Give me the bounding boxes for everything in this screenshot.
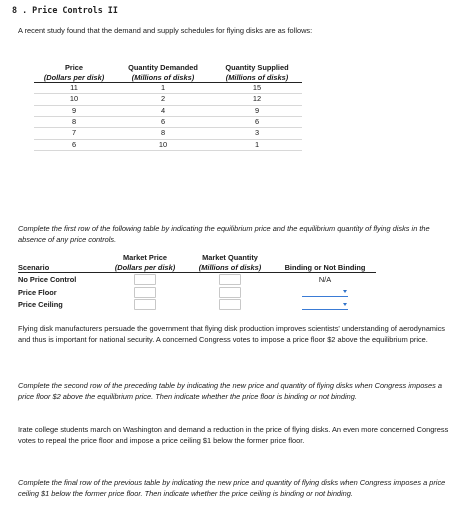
table-row-no-price-control	[18, 273, 376, 286]
header-market-price	[104, 253, 186, 273]
table-row	[34, 83, 302, 94]
market-quantity-cell	[186, 286, 274, 299]
market-quantity-cell	[186, 299, 274, 312]
cell-quantity-supplied: 9	[212, 105, 302, 116]
table-row-price-ceiling	[18, 299, 376, 312]
header-market-quantity	[186, 253, 274, 273]
header-scenario: Scenario	[18, 262, 50, 272]
header-quantity-demanded	[114, 63, 212, 83]
header-qs-sub: (Millions of disks)	[225, 72, 289, 82]
cell-quantity-demanded: 8	[114, 128, 212, 139]
header-qd-sub: (Millions of disks)	[131, 72, 195, 82]
header-market-quantity-sub: (Millions of disks)	[198, 262, 262, 272]
table-row	[34, 94, 302, 105]
binding-dropdown[interactable]	[302, 288, 348, 297]
market-quantity-cell	[186, 273, 274, 286]
cell-quantity-supplied: 12	[212, 94, 302, 105]
scenario-label: Price Floor	[18, 287, 57, 297]
market-price-input[interactable]	[134, 287, 156, 298]
scenario-paragraph-ceiling: Irate college students march on Washington and demand a reduction in the price of flying disks. An even more concerned Congress votes to repeal the price floor and impose a price ceiling $1 below the former price floor.	[18, 425, 449, 445]
header-binding: Binding or Not Binding	[284, 262, 366, 272]
instruction-first-row: Complete the first row of the following table by indicating the equilibrium price and the equilibrium quantity of flying disks in the absence of any price controls.	[18, 224, 430, 244]
market-price-input[interactable]	[134, 274, 156, 285]
cell-quantity-supplied: 1	[212, 139, 302, 150]
controls-header-row	[18, 253, 376, 273]
cell-price: 11	[34, 83, 114, 94]
scenario-label: Price Ceiling	[18, 300, 63, 310]
table-row	[34, 139, 302, 150]
cell-price: 10	[34, 94, 114, 105]
header-quantity-supplied	[212, 63, 302, 83]
price-control-table	[18, 253, 376, 311]
cell-price: 7	[34, 128, 114, 139]
cell-quantity-demanded: 2	[114, 94, 212, 105]
instruction-final-row: Complete the final row of the previous table by indicating the new price and quantity of flying disks when Congress imposes a price ceiling $1 below the former price floor. Then indicate whether the price ceiling is binding or not binding.	[18, 478, 446, 498]
table-row	[34, 128, 302, 139]
table-row	[34, 117, 302, 128]
cell-quantity-demanded: 10	[114, 139, 212, 150]
market-quantity-input[interactable]	[219, 299, 241, 310]
cell-quantity-demanded: 6	[114, 117, 212, 128]
market-quantity-input[interactable]	[219, 287, 241, 298]
cell-quantity-supplied: 6	[212, 117, 302, 128]
cell-price: 9	[34, 105, 114, 116]
chevron-down-icon	[343, 290, 347, 293]
header-price	[34, 63, 114, 83]
market-price-cell	[104, 299, 186, 312]
header-market-quantity-main: Market Quantity	[202, 253, 258, 262]
binding-cell	[274, 286, 376, 299]
header-market-price-sub: (Dollars per disk)	[114, 262, 176, 272]
cell-quantity-demanded: 4	[114, 105, 212, 116]
question-title: 8 . Price Controls II	[12, 5, 118, 15]
cell-quantity-supplied: 15	[212, 83, 302, 94]
header-qs-main: Quantity Supplied	[225, 63, 289, 72]
instruction-second-row: Complete the second row of the preceding table by indicating the new price and quantity of flying disks when Congress imposes a price floor $2 above the equilibrium price. Then indicate whether the price floor is binding or not binding.	[18, 381, 442, 401]
chevron-down-icon	[343, 303, 347, 306]
cell-quantity-supplied: 3	[212, 128, 302, 139]
intro-text: A recent study found that the demand and supply schedules for flying disks are as follows:	[18, 26, 313, 35]
cell-quantity-demanded: 1	[114, 83, 212, 94]
schedule-table	[34, 63, 302, 151]
cell-price: 6	[34, 139, 114, 150]
market-price-cell	[104, 286, 186, 299]
header-price-sub: (Dollars per disk)	[43, 72, 105, 82]
table-row	[34, 105, 302, 116]
market-price-input[interactable]	[134, 299, 156, 310]
scenario-label: No Price Control	[18, 275, 77, 285]
market-price-cell	[104, 273, 186, 286]
header-qd-main: Quantity Demanded	[128, 63, 198, 72]
header-market-price-main: Market Price	[123, 253, 167, 262]
schedule-header-row	[34, 63, 302, 83]
header-price-main: Price	[64, 63, 84, 72]
market-quantity-input[interactable]	[219, 274, 241, 285]
cell-price: 8	[34, 117, 114, 128]
scenario-paragraph-floor: Flying disk manufacturers persuade the government that flying disk production improves scientists' understanding of aerodynamics and thus is important for national security. A concerned Congress votes to impose a price floor $2 above the equilibrium price.	[18, 324, 446, 344]
binding-dropdown[interactable]	[302, 301, 348, 310]
binding-cell	[274, 299, 376, 312]
binding-value: N/A	[318, 275, 332, 285]
table-row-price-floor	[18, 286, 376, 299]
